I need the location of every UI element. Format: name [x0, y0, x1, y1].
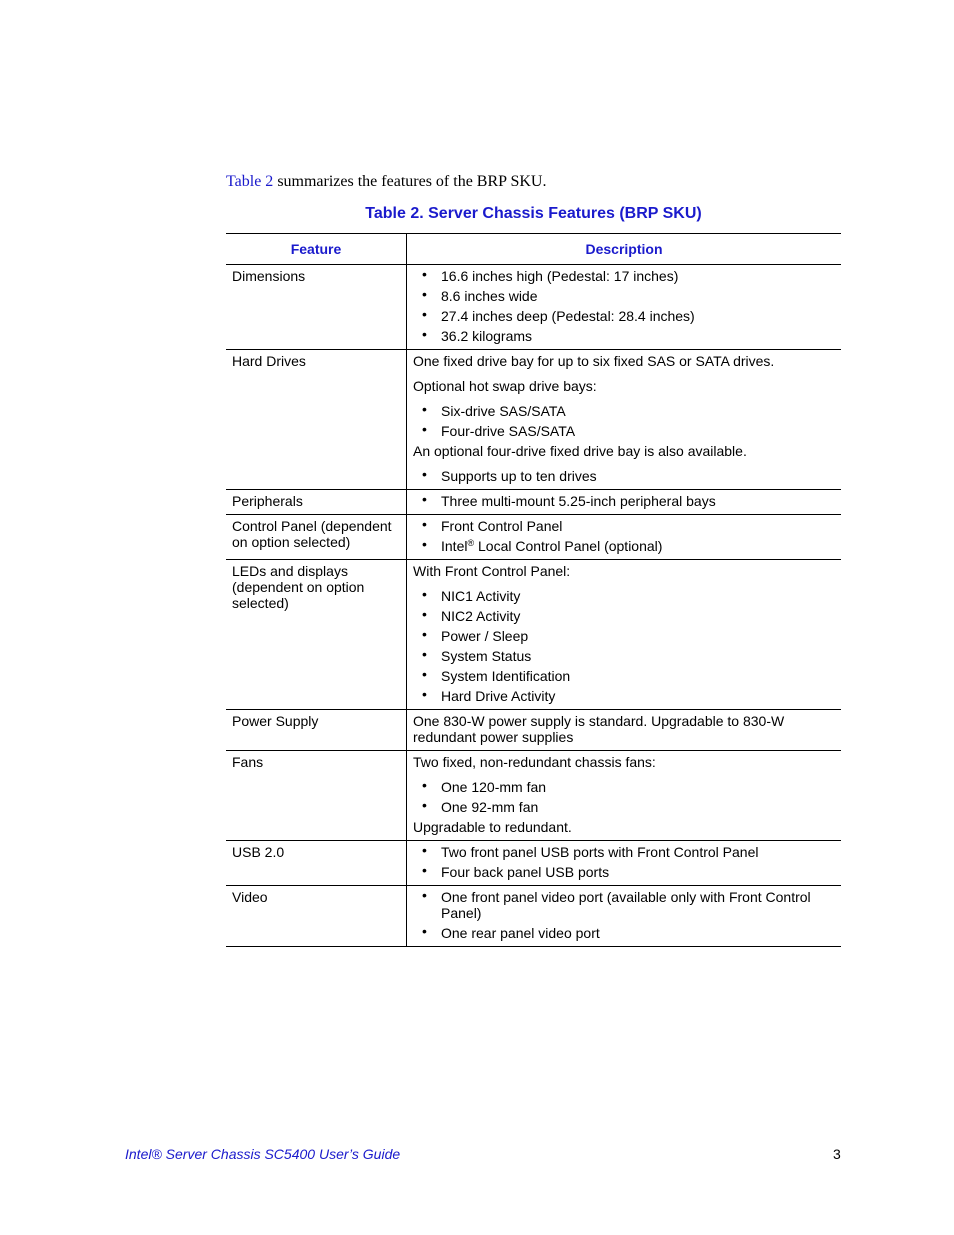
bullet-list: [413, 588, 835, 704]
registered-mark: ®: [467, 538, 475, 548]
bullet-item: • Two front panel USB ports with Front Control Panel: [413, 844, 835, 860]
description-cell: [407, 265, 842, 350]
bullet-item: • Supports up to ten drives: [413, 468, 835, 484]
description-paragraph: One 830-W power supply is standard. Upgradable to 830-W redundant power supplies: [413, 713, 785, 745]
feature-cell: Fans: [226, 751, 407, 841]
bullet-item: • NIC1 Activity: [413, 588, 835, 604]
bullet-list: [413, 468, 835, 484]
bullet-item: • Front Control Panel: [413, 518, 835, 534]
bullet-item: • 27.4 inches deep (Pedestal: 28.4 inches): [413, 308, 835, 324]
footer-document-title: Intel® Server Chassis SC5400 User’s Guide: [125, 1146, 401, 1162]
description-paragraph: Two fixed, non-redundant chassis fans:: [413, 754, 656, 770]
description-cell: [407, 710, 842, 751]
table-row: [226, 886, 841, 947]
table-header-row: [226, 234, 841, 265]
feature-cell: Peripherals: [226, 490, 407, 515]
bullet-item: • One 92-mm fan: [413, 799, 835, 815]
table-row: [226, 490, 841, 515]
feature-cell: Video: [226, 886, 407, 947]
header-description: Description: [407, 234, 842, 265]
bullet-item: • Four back panel USB ports: [413, 864, 835, 880]
table-body: [226, 265, 841, 947]
description-paragraph: One fixed drive bay for up to six fixed SAS or SATA drives.: [413, 353, 775, 369]
description-cell: [407, 886, 842, 947]
bullet-list: [413, 493, 835, 509]
feature-cell: Dimensions: [226, 265, 407, 350]
description-cell: [407, 490, 842, 515]
description-paragraph: An optional four-drive fixed drive bay is also available.: [413, 443, 747, 459]
bullet-item: • System Status: [413, 648, 835, 664]
bullet-list: [413, 779, 835, 815]
description-cell: [407, 841, 842, 886]
bullet-item: • Intel® Local Control Panel (optional): [413, 538, 835, 554]
bullet-list: [413, 844, 835, 880]
bullet-item: • Four-drive SAS/SATA: [413, 423, 835, 439]
description-paragraph: Optional hot swap drive bays:: [413, 378, 597, 394]
bullet-item: • 8.6 inches wide: [413, 288, 835, 304]
feature-cell: LEDs and displays (dependent on option selected): [226, 560, 407, 710]
bullet-item: • NIC2 Activity: [413, 608, 835, 624]
feature-cell: Control Panel (dependent on option selected): [226, 515, 407, 560]
feature-cell: Hard Drives: [226, 350, 407, 490]
bullet-list: [413, 889, 835, 941]
bullet-list: [413, 403, 835, 439]
description-paragraph: With Front Control Panel:: [413, 563, 571, 579]
intro-text: summarizes the features of the BRP SKU.: [273, 173, 547, 190]
table-caption: Table 2. Server Chassis Features (BRP SKU): [365, 205, 702, 222]
table-row: [226, 751, 841, 841]
bullet-item: • 16.6 inches high (Pedestal: 17 inches): [413, 268, 835, 284]
intro-sentence: [226, 173, 546, 191]
table-row: [226, 560, 841, 710]
table-row: [226, 265, 841, 350]
table-row: [226, 710, 841, 751]
feature-cell: Power Supply: [226, 710, 407, 751]
bullet-item: • Six-drive SAS/SATA: [413, 403, 835, 419]
bullet-item: • 36.2 kilograms: [413, 328, 835, 344]
bullet-item: • System Identification: [413, 668, 835, 684]
feature-cell: USB 2.0: [226, 841, 407, 886]
bullet-list: [413, 268, 835, 344]
table-reference-link[interactable]: Table 2: [226, 173, 274, 190]
bullet-item: • Power / Sleep: [413, 628, 835, 644]
table-row: [226, 350, 841, 490]
description-cell: [407, 751, 842, 841]
header-feature: Feature: [226, 234, 407, 265]
features-table: [226, 233, 841, 947]
table-row: [226, 515, 841, 560]
description-cell: [407, 560, 842, 710]
bullet-item: • One rear panel video port: [413, 925, 835, 941]
description-cell: [407, 350, 842, 490]
description-cell: [407, 515, 842, 560]
description-paragraph: Upgradable to redundant.: [413, 819, 572, 835]
bullet-item: • One 120-mm fan: [413, 779, 835, 795]
table-row: [226, 841, 841, 886]
bullet-item: • Hard Drive Activity: [413, 688, 835, 704]
bullet-list: [413, 518, 835, 554]
bullet-item: • One front panel video port (available only with Front Control Panel): [413, 889, 835, 921]
bullet-item: • Three multi-mount 5.25-inch peripheral bays: [413, 493, 835, 509]
page-number: 3: [833, 1146, 841, 1162]
